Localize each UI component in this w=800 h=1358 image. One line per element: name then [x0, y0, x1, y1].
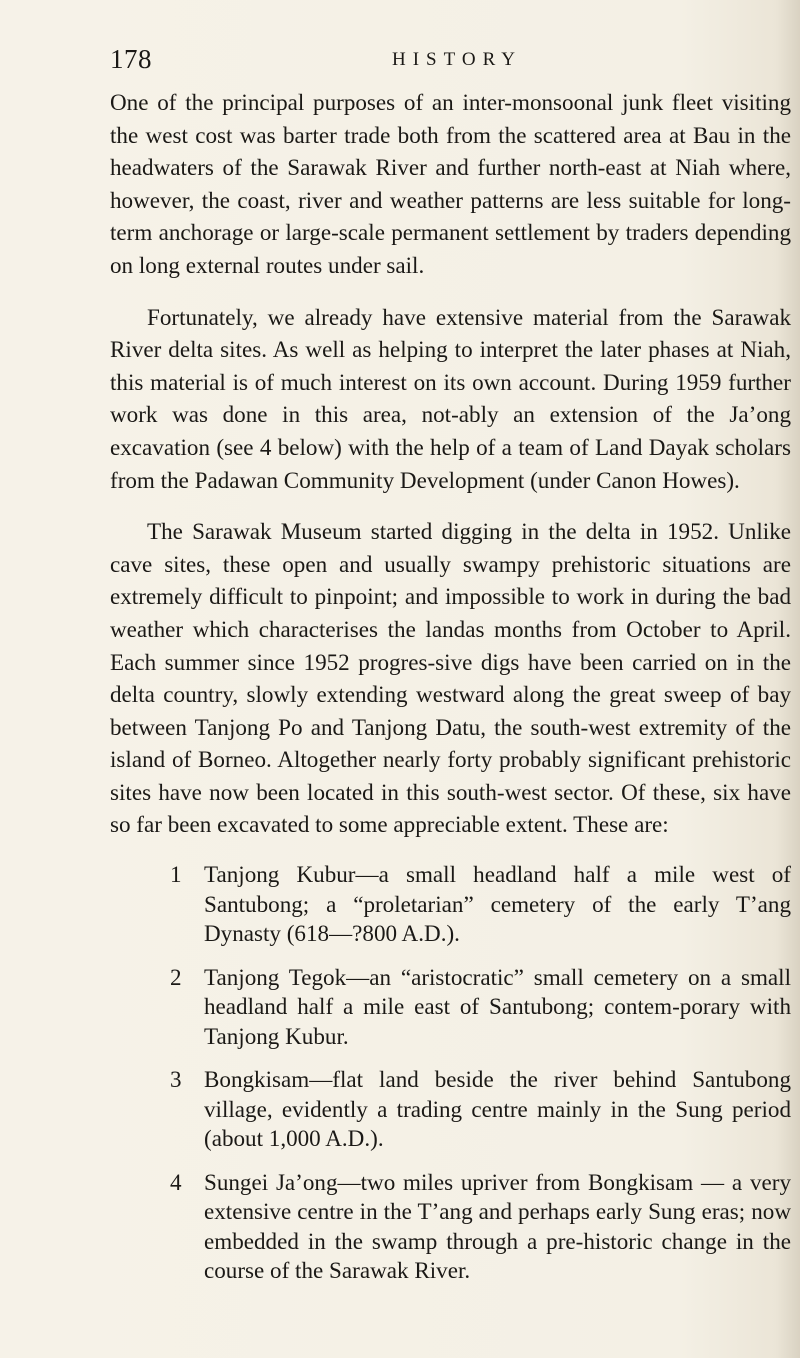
- list-item: [110, 860, 791, 949]
- list-item-text: Tanjong Tegok—an “aristocratic” small cemetery on a small headland half a mile east of Santubong; contem-porary with Tanjong Kubur.: [204, 963, 791, 1049]
- running-head: HISTORY: [392, 49, 522, 70]
- page-number: 178: [110, 44, 152, 74]
- list-item-text: Bongkisam—flat land beside the river behind Santubong village, evidently a trading centre mainly in the Sung period (about 1,000 A.D.).: [204, 1066, 791, 1152]
- list-item-number: 1: [170, 861, 182, 888]
- list-item-number: 3: [170, 1066, 182, 1093]
- list-item-text: Tanjong Kubur—a small headland half a mile west of Santubong; a “proletarian” cemetery of the early T’ang Dynasty (618—?800 A.D.).: [204, 861, 791, 947]
- list-item: [110, 1065, 791, 1154]
- list-item-number: 4: [170, 1168, 182, 1195]
- list-item-number: 2: [170, 963, 182, 990]
- list-item-text: Sungei Ja’ong—two miles upriver from Bongkisam — a very extensive centre in the T’ang and perhaps early Sung eras; now embedded in the swamp through a pre-historic change in the course of the Sarawak River.: [204, 1168, 791, 1284]
- site-list: [110, 860, 791, 1286]
- paragraph: One of the principal purposes of an inter-monsoonal junk fleet visiting the west cost was barter trade both from the scattered area at Bau in the headwaters of the Sarawak River and further north-east at Niah where, however, the coast, river and weather patterns are less suitable for long-term anchorage or large-scale permanent settlement by traders depending on long external routes under sail.: [110, 89, 791, 278]
- paragraph: The Sarawak Museum started digging in the delta in 1952. Unlike cave sites, these open and usually swampy prehistoric situations are extremely difficult to pinpoint; and impossible to work in during the bad weather which characterises the landas months from October to April. Each summer since 1952 progres-sive digs have been carried on in the delta country, slowly extending westward along the great sweep of bay between Tanjong Po and Tanjong Datu, the south-west extremity of the island of Borneo. Altogether nearly forty probably significant prehistoric sites have now been located in this south-west sector. Of these, six have so far been excavated to some appreciable extent. These are:: [110, 518, 791, 838]
- paragraph: Fortunately, we already have extensive material from the Sarawak River delta sites. As well as helping to interpret the later phases at Niah, this material is of much interest on its own account. During 1959 further work was done in this area, not-ably an extension of the Ja’ong excavation (see 4 below) with the help of a team of Land Dayak scholars from the Padawan Community Development (under Canon Howes).: [110, 303, 791, 493]
- list-item: [110, 963, 791, 1052]
- list-item: [110, 1168, 791, 1286]
- page-header: [110, 44, 690, 84]
- body-text: [110, 86, 791, 1300]
